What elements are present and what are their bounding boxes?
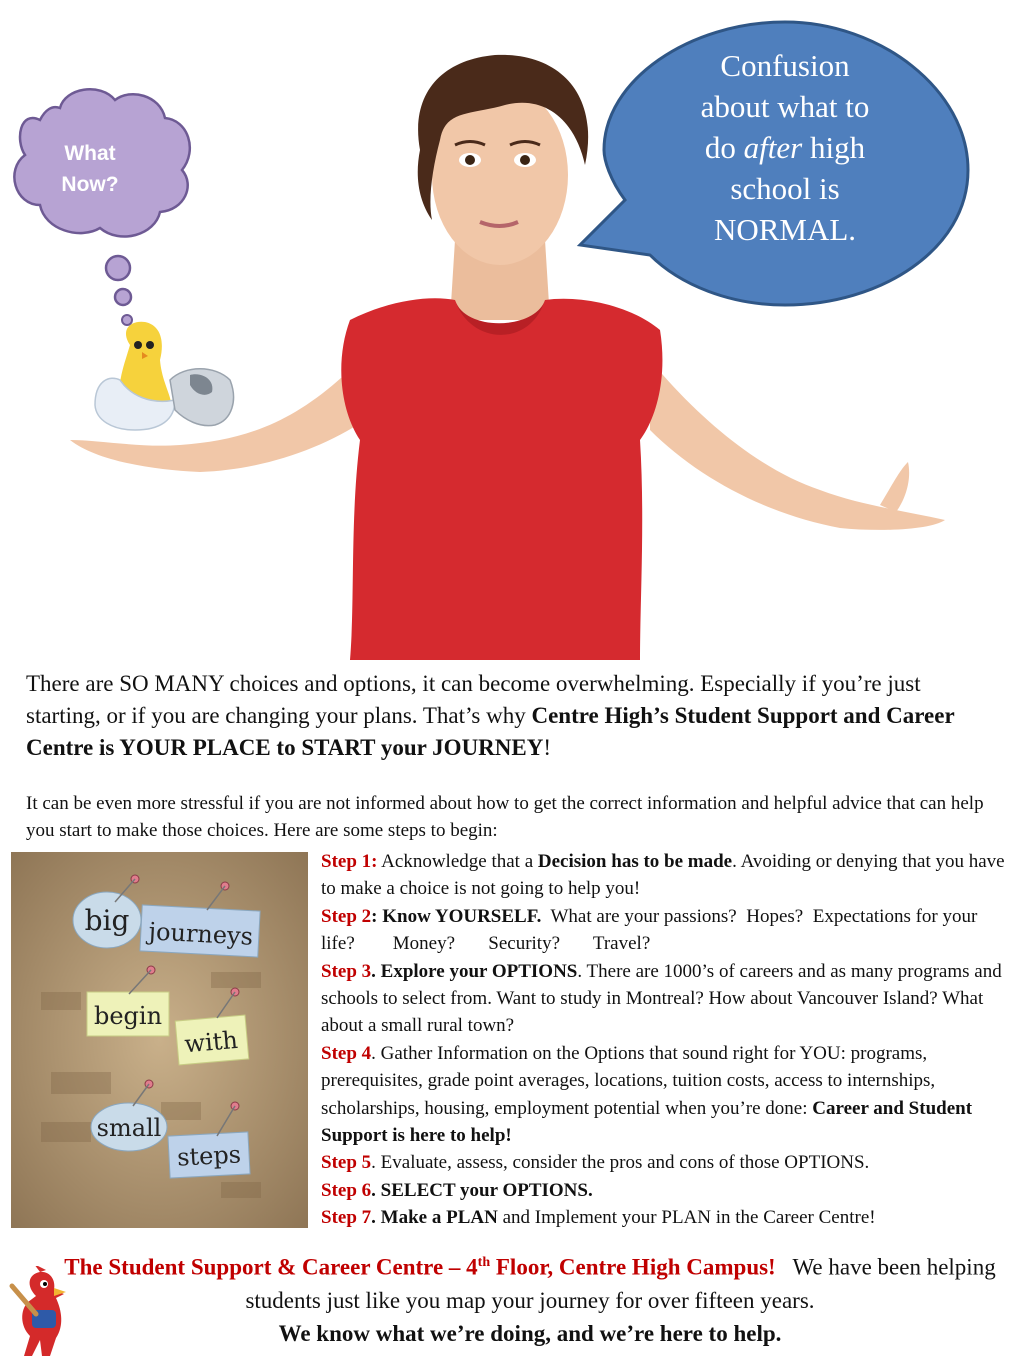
- footer-rest: We have been helping students just like you map your journey for over fifteen years.: [245, 1254, 1002, 1313]
- step-2: [321, 903, 1011, 958]
- step-7-text-c: and Implement your PLAN in the Career Centre!: [497, 1207, 876, 1229]
- note-small: [91, 1103, 167, 1151]
- intro-bold: Centre High’s Student Support and Career Centre is YOUR PLACE to START your JOURNEY: [26, 703, 955, 760]
- step-1-bold: Decision has to be made: [537, 851, 733, 872]
- intro-paragraph: [26, 668, 1001, 764]
- step-7: [321, 1204, 1011, 1231]
- step-6: [321, 1177, 1011, 1204]
- intro-text: There are SO MANY choices and options, it can become overwhelming. Especially if you’re just starting, or if you are changing your plans. That’s why: [26, 671, 921, 728]
- step-6-bold: SELECT your OPTIONS.: [380, 1179, 593, 1201]
- step-1-label: Step 1:: [321, 851, 378, 872]
- board-word-3: begin: [93, 1002, 163, 1030]
- step-5-label: Step 5: [321, 1152, 372, 1174]
- step-3-bold: Explore your OPTIONS: [380, 960, 578, 982]
- step-6-label: Step 6: [321, 1179, 372, 1201]
- thought-line-2: Now?: [61, 173, 119, 196]
- footer-line-1: [40, 1246, 1020, 1317]
- step-7-text-a: .: [371, 1207, 381, 1229]
- speech-line-3-emphasis: after: [743, 130, 803, 165]
- intro-end: !: [543, 735, 552, 760]
- note-journeys: [140, 905, 260, 957]
- step-3-label: Step 3: [321, 960, 372, 982]
- stress-paragraph: It can be even more stressful if you are not informed about how to get the correct information and helpful advice that can help you start to make those choices. Here are some steps to begin:: [26, 793, 984, 841]
- note-big: [73, 892, 141, 948]
- speech-line-4: school is: [730, 171, 840, 206]
- footer-red-a: The Student Support & Career Centre – 4: [64, 1254, 478, 1280]
- footer-red-b: Floor, Centre High Campus!: [490, 1254, 776, 1280]
- corkboard-image: [11, 852, 308, 1228]
- step-1-text-c: . Avoiding or denying that you have to make a choice is not going to help you!: [321, 851, 1005, 900]
- step-3-text-a: .: [371, 960, 381, 982]
- board-word-6: steps: [176, 1140, 242, 1172]
- speech-line-3-pre: do: [704, 130, 744, 165]
- speech-line-2: about what to: [700, 89, 870, 124]
- step-2-text-c: What are your passions? Hopes? Expectations for your life? Money? Security? Travel?: [321, 905, 983, 955]
- board-word-2: journeys: [148, 917, 254, 951]
- steps-list: [321, 848, 1011, 1232]
- step-5-text-a: . Evaluate, assess, consider the pros and cons of those OPTIONS.: [371, 1152, 870, 1174]
- step-7-bold: Make a PLAN: [380, 1207, 498, 1229]
- step-2-text-a: :: [371, 905, 383, 927]
- step-2-label: Step 2: [321, 905, 372, 927]
- step-6-text-a: .: [371, 1179, 381, 1201]
- step-5: [321, 1149, 1011, 1176]
- speech-line-1: Confusion: [720, 48, 850, 83]
- note-steps: [168, 1132, 250, 1178]
- thought-line-1: What: [64, 142, 116, 165]
- step-4: [321, 1040, 1011, 1150]
- thought-bubble-text: [40, 138, 140, 200]
- step-2-bold: Know YOURSELF.: [382, 905, 542, 927]
- step-4-text-a: . Gather Information on the Options that sound right for YOU: programs, prerequisites, grade point averages, locations, tuition costs, access to internships, scholarships, housing, employment potential when you’re done:: [321, 1042, 936, 1119]
- step-4-bold: Career and Student Support is here to help!: [321, 1097, 973, 1147]
- step-3-text-c: . There are 1000’s of careers and as many programs and schools to select from. Want to study in Montreal? How about Vancouver Island? What about a small rural town?: [321, 960, 1002, 1037]
- speech-line-3-post: high: [802, 130, 866, 165]
- board-word-4: with: [183, 1025, 239, 1059]
- chick-egg-icon: [95, 322, 234, 430]
- thought-bubble: [14, 89, 189, 325]
- speech-line-3: [655, 127, 915, 168]
- step-4-label: Step 4: [321, 1042, 372, 1064]
- board-word-1: big: [84, 904, 130, 937]
- footer-bold-line: We know what we’re doing, and we’re here to help.: [278, 1320, 782, 1346]
- note-begin: [87, 992, 169, 1036]
- speech-bubble-text: [655, 45, 915, 250]
- board-word-5: small: [96, 1114, 162, 1142]
- step-7-label: Step 7: [321, 1207, 372, 1229]
- step-3: [321, 958, 1011, 1040]
- step-1-text-a: Acknowledge that a: [377, 851, 538, 872]
- footer-block: [40, 1246, 1020, 1350]
- step-1: [321, 848, 1011, 903]
- note-with: [175, 1015, 249, 1065]
- footer-red-sup: th: [477, 1255, 491, 1270]
- speech-line-5: NORMAL.: [713, 212, 857, 247]
